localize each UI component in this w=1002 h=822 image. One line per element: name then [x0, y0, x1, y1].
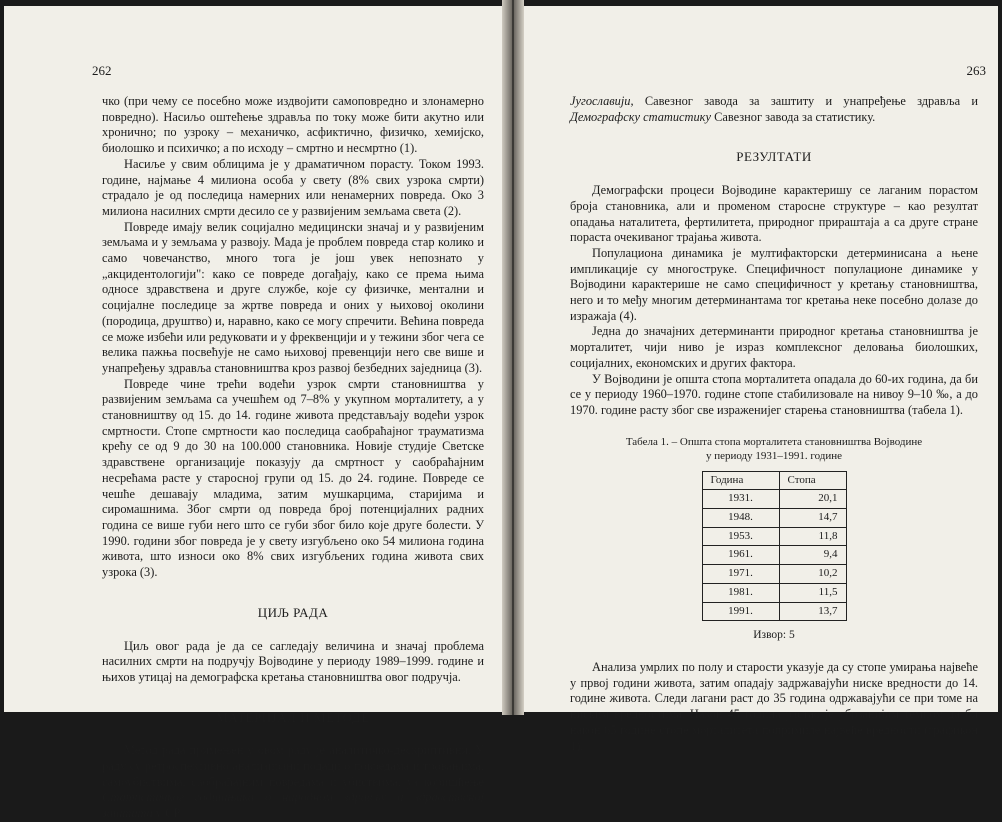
italic-term: Југославији, — [570, 94, 634, 108]
paragraph: Једна до значајних детерминанти природног кретања становништва је морталитет, чији ниво је израз комплексног деловања биолошких, социјалних, економских и других фактора. — [570, 324, 978, 370]
paragraph: Демографски процеси Војводине карактеришу се лаганим порастом броја становника, али и променом старосне структуре – као резултат опадања наталитета, фертилитета, природног прираштаја а са друге стране пораста очекиваног трајања живота. — [570, 183, 978, 245]
left-page — [4, 6, 502, 821]
methods-text: Метод рада примењен у овом раду је аналитичко-дескриптивни. У раду су ретроспективно анализирани подаци о повредама и тровањима, самоубиствима, саобраћајним повредама и убиствима, уз коришћење — [102, 743, 484, 789]
paragraph: Анализа умрлих по полу и старости указује да су стопе умирања највеће у првој години живота, затим опадају задржавајући ниске вредности до 14. године живота. Следи лагани раст до 35 година одржавајући се при томе на ниским вредностима. Након 45 година растао је убрзанијим темпом да би након 65 године стопе морталитета попримиле највеће вредности (графикон 1). — [570, 659, 978, 753]
table-row — [702, 527, 846, 546]
table-caption-line: Табела 1. – Општа стопа морталитета становништва Војводине — [625, 435, 923, 448]
methods-tail: у СР — [152, 806, 181, 821]
column-header: Година — [702, 471, 779, 490]
table-header-row — [702, 471, 846, 490]
year-cell: 1931. — [702, 490, 779, 509]
mortality-table — [702, 471, 847, 622]
table-row — [702, 490, 846, 509]
section-heading-results: РЕЗУЛТАТИ — [736, 149, 812, 165]
rate-cell: 11,5 — [779, 583, 846, 602]
table-row — [702, 583, 846, 602]
year-cell: 1981. — [702, 583, 779, 602]
paragraph: Повреде имају велик социјално медицински значај и у развијеним земљама и у земљама у развоју. Мада је проблем повреда стар колико и само човечанство, много тога је још увек непознато у „акцидентологији": како се повреде догађају, како се према њима односе здравствена и друге службе, које су физичке, ментални и социјалне последице за жртве повреда и оних у њиховој околини (породица, друштво) и, наравно, како се могу спречити. Већина повреда се може избећи или редуковати и у фреквенцији и у тежини због чега се велика пажња посвећује не само њиховој превенцији него све више и унапређењу здравља становништва кроз развој безбедних заједница (3). — [102, 219, 484, 375]
paragraph: чко (при чему се посебно може издвојити самоповредно и злонамерно повредно). Насиљо оштећење здравља по току може бити акутно или хронично; по узроку – механичко, асфиктично, физичко, хемијско, биолошко и психичко; а по исходу – смртно и несмртно (1). — [102, 94, 484, 156]
left-text-column — [102, 94, 484, 822]
paragraph: Насиље у свим облицима је у драматичном порасту. Током 1993. године, најмање 4 милиона особа у свету (8% свих узрока смрти) страдало је од последица намерних или ненамерних повреда. Око 3 милиона насилних смрти десило се у развијеним земљама света (2). — [102, 156, 484, 218]
section-heading-methods: МАТЕРИЈАЛ И МЕТОДЕ — [216, 709, 370, 725]
year-cell: 1961. — [702, 546, 779, 565]
page-number: 262 — [92, 63, 112, 78]
paragraph: Повреде чине трећи водећи узрок смрти становништва у развијеним земљама са учешћем од 7–8% у укупном морталитету, а у становништву од 15. до 14. године живота представљају водећи узрок смртности. Стопе смртности као последица саобраћајног трауматизма крећу се од 9 до 30 на 100.000 становника. Новије студије Светске здравствене организације показују да смртност у саобраћајним несрећама расте у старосној групи од 15. до 24. године. Повреде се чешће дешавају младима, затим мушкарцима, старијима и сиромашнима. Због смрти од повреда број потенцијалних радних година се више губи него што се губи због било које друге болести. У 1990. години због повреда је у свету изгубљено око 54 милиона година живота, што износи око 8% свих изгубљених година живота свих узрока (3). — [102, 376, 484, 580]
table-source: Извор: 5 — [753, 629, 795, 642]
table-row — [702, 546, 846, 565]
intro-text: Савезног завода за статистику. — [710, 109, 876, 124]
section-heading-goal: ЦИЉ РАДА — [257, 604, 329, 620]
table-row — [702, 602, 846, 621]
year-cell: 1991. — [702, 602, 779, 621]
methods-paragraph — [102, 743, 484, 822]
table-caption — [570, 435, 978, 463]
rate-cell: 11,8 — [779, 527, 846, 546]
table-row — [702, 509, 846, 528]
year-cell: 1971. — [702, 565, 779, 584]
intro-text: Савезног завода за заштиту и унапређење здравља и — [633, 94, 978, 108]
italic-term: Демографску статистику — [570, 109, 711, 124]
page-number: 263 — [966, 63, 986, 78]
intro-paragraph — [570, 94, 978, 125]
rate-cell: 20,1 — [779, 490, 846, 509]
column-header: Стопа — [779, 471, 846, 490]
paragraph: У Војводини је општа стопа морталитета опадала до 60-их година, да би се у периоду 1960–1970. године стопе стабилизовале на нивоу 9–10 ‰, а до 1970. године расту због све израженијег старења становништва (табела 1). — [570, 371, 978, 417]
table-caption-line: у периоду 1931–1991. године — [705, 449, 843, 462]
year-cell: 1953. — [702, 527, 779, 546]
paragraph: Циљ овог рада је да се сагледају величина и значај проблема насилних смрти на подручју Војводине у периоду 1989–1999. године и њихов утицај на демографска кретања становништва овог подручја. — [102, 638, 484, 684]
right-page — [524, 6, 998, 753]
rate-cell: 9,4 — [779, 546, 846, 565]
rate-cell: 10,2 — [779, 565, 846, 584]
right-text-column — [570, 94, 978, 754]
rate-cell: 13,7 — [779, 602, 846, 621]
publication-title: Статистичког годишњака о народном здрављу и здравственој заштити — [102, 790, 484, 821]
table-row — [702, 565, 846, 584]
year-cell: 1948. — [702, 509, 779, 528]
rate-cell: 14,7 — [779, 509, 846, 528]
paragraph: Популациона динамика је мултифакторски детерминисана а њене импликације су многоструке. Специфичност популационе динамике у Војводини карактерише не само специфичност у кретању становништва, него и то међу многим детерминантама тог кретања неке посебно долазе до изражаја (4). — [570, 245, 978, 323]
book-gutter — [502, 0, 524, 715]
